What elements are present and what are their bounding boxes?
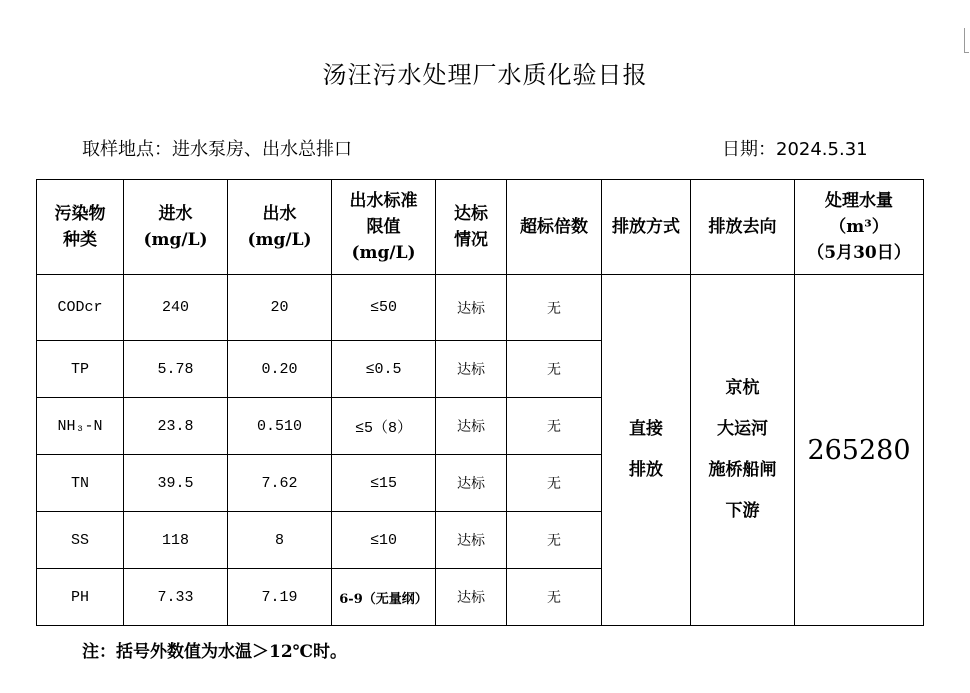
exceed-value: 无: [507, 569, 602, 626]
treated-volume: 265280: [795, 275, 924, 626]
limit-value: ≤15: [332, 455, 436, 512]
water-quality-table: [36, 179, 924, 626]
pollutant-name: CODcr: [37, 275, 124, 341]
compliance-status: 达标: [436, 512, 507, 569]
limit-value: 6-9（无量纲）: [332, 569, 436, 626]
compliance-status: 达标: [436, 569, 507, 626]
inflow-value: 23.8: [124, 398, 228, 455]
compliance-status: 达标: [436, 455, 507, 512]
table-row: [37, 275, 924, 341]
pollutant-name: PH: [37, 569, 124, 626]
header-pollutant: 污染物 种类: [37, 180, 124, 275]
limit-value: ≤5（8）: [332, 398, 436, 455]
inflow-value: 5.78: [124, 341, 228, 398]
header-outflow: 出水 (mg/L): [228, 180, 332, 275]
header-limit: 出水标准 限值 (mg/L): [332, 180, 436, 275]
inflow-value: 240: [124, 275, 228, 341]
limit-value: ≤50: [332, 275, 436, 341]
limit-value: ≤10: [332, 512, 436, 569]
inflow-value: 7.33: [124, 569, 228, 626]
compliance-status: 达标: [436, 275, 507, 341]
header-compliance: 达标 情况: [436, 180, 507, 275]
pollutant-name: SS: [37, 512, 124, 569]
report-title: 汤汪污水处理厂水质化验日报: [322, 61, 648, 89]
header-row: [37, 180, 924, 275]
pollutant-name: NH₃-N: [37, 398, 124, 455]
header-exceed: 超标倍数: [507, 180, 602, 275]
outflow-value: 7.62: [228, 455, 332, 512]
discharge-method: 直接 排放: [602, 275, 691, 626]
exceed-value: 无: [507, 455, 602, 512]
outflow-value: 8: [228, 512, 332, 569]
outflow-value: 7.19: [228, 569, 332, 626]
compliance-status: 达标: [436, 398, 507, 455]
inflow-value: 118: [124, 512, 228, 569]
exceed-value: 无: [507, 512, 602, 569]
discharge-destination: 京杭 大运河 施桥船闸 下游: [691, 275, 795, 626]
compliance-status: 达标: [436, 341, 507, 398]
pollutant-name: TP: [37, 341, 124, 398]
report-date: 日期：2024.5.31: [722, 139, 868, 160]
outflow-value: 0.510: [228, 398, 332, 455]
inflow-value: 39.5: [124, 455, 228, 512]
header-volume: 处理水量 （m³） （5月30日）: [795, 180, 924, 275]
header-discharge-dest: 排放去向: [691, 180, 795, 275]
limit-value: ≤0.5: [332, 341, 436, 398]
corner-mark: [964, 28, 969, 53]
pollutant-name: TN: [37, 455, 124, 512]
outflow-value: 0.20: [228, 341, 332, 398]
sampling-location: 取样地点：进水泵房、出水总排口: [82, 139, 352, 160]
footnote: 注：括号外数值为水温＞12℃时。: [82, 642, 348, 662]
exceed-value: 无: [507, 341, 602, 398]
exceed-value: 无: [507, 275, 602, 341]
exceed-value: 无: [507, 398, 602, 455]
outflow-value: 20: [228, 275, 332, 341]
header-inflow: 进水 (mg/L): [124, 180, 228, 275]
header-discharge-method: 排放方式: [602, 180, 691, 275]
